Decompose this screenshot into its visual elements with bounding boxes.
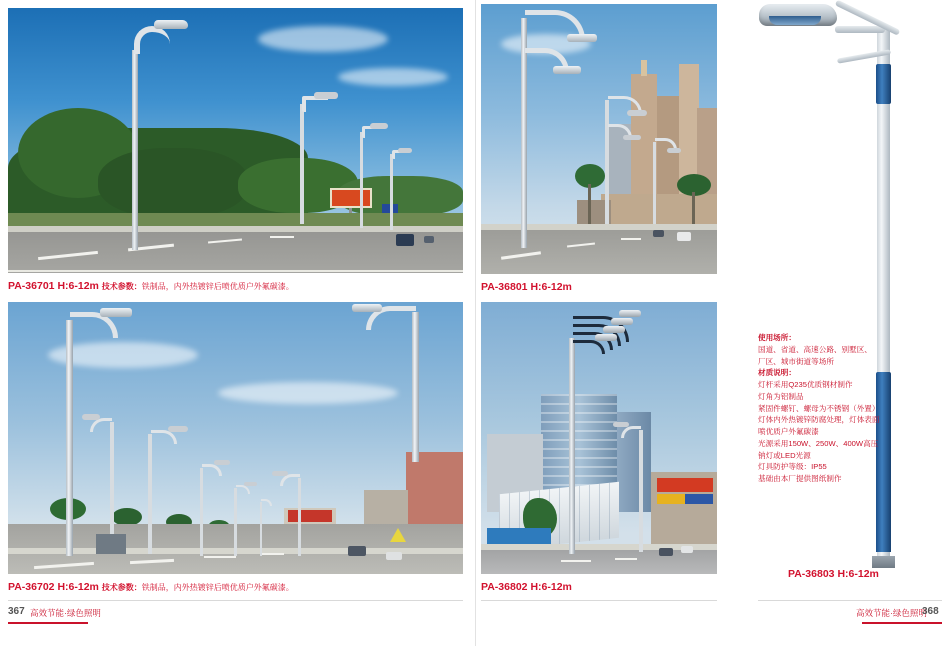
- lamp-head-3: [603, 326, 625, 333]
- page-number-right: 368: [922, 606, 939, 617]
- caption-pa-36802: [481, 581, 572, 593]
- billboard: [330, 188, 372, 208]
- page-gutter-divider: [475, 0, 476, 646]
- page-number-left: 367: [8, 606, 25, 617]
- product-code: PA-36702: [8, 581, 55, 593]
- footer-rule-right: [758, 600, 942, 601]
- lamp-head-main: [759, 4, 837, 26]
- tech-params: [102, 282, 294, 291]
- shop-sign: [288, 510, 332, 522]
- lamp-pole-main: [66, 320, 73, 556]
- product-height: H:6-12m: [57, 581, 99, 593]
- grass-verge: [8, 213, 463, 227]
- lamp-head-main: [154, 20, 188, 29]
- product-height: H:6-12m: [837, 568, 879, 580]
- road-marking: [260, 553, 284, 555]
- lamp-head: [314, 92, 338, 99]
- tech-params: [102, 583, 294, 592]
- footer-tagline-right: 高效节能·绿色照明: [856, 608, 927, 618]
- road-marking: [615, 558, 637, 560]
- vehicle: [653, 230, 664, 237]
- product-photo-pa-36701: [8, 8, 463, 273]
- lamp-head-right: [352, 304, 382, 312]
- lamp-head: [623, 135, 641, 140]
- spec-section-2-line-5: 喷优质户外氟碳漆: [758, 427, 819, 437]
- footer-rule-left: [8, 600, 463, 601]
- warning-sign: [390, 528, 406, 542]
- cloud: [338, 68, 448, 86]
- lamp-pole: [390, 154, 393, 230]
- tech-text: 铁制品，内外热镀锌后喷优质户外氟碳漆。: [141, 583, 294, 592]
- specification-text-block: [758, 332, 918, 485]
- lamp-head: [667, 148, 681, 153]
- product-code: PA-36803: [788, 568, 835, 580]
- road-marking: [561, 560, 591, 562]
- spec-section-2-line-1: 灯杆采用Q235优质钢材制作: [758, 380, 853, 390]
- lamp-head-lower: [553, 66, 581, 74]
- lamp-arm-horizontal: [835, 26, 885, 33]
- product-photo-pa-36803: [717, 0, 950, 592]
- lamp-lens: [769, 16, 821, 25]
- road-marking: [204, 556, 236, 558]
- vehicle: [396, 234, 414, 246]
- lamp-head: [272, 471, 288, 476]
- lamp-head: [398, 148, 412, 153]
- road-marking: [621, 238, 641, 240]
- lamp-head: [613, 422, 629, 427]
- lamp-pole: [605, 100, 609, 224]
- palm-trunk: [588, 184, 591, 224]
- lamp-head-main: [100, 308, 132, 317]
- spec-section-3-line-2: 钠灯或LED光源: [758, 450, 811, 460]
- footer-accent-bar-left: [8, 622, 88, 624]
- product-code: PA-36801: [481, 281, 528, 293]
- spec-section-3-line-1: 光源采用150W、250W、400W高压: [758, 438, 879, 448]
- lamp-pole: [200, 468, 203, 556]
- bus-shelter: [96, 534, 126, 554]
- caption-pa-36803: [788, 568, 879, 580]
- spec-section-2-line-2: 灯角为铝制品: [758, 391, 804, 401]
- building-spire: [641, 60, 647, 76]
- lamp-head: [168, 426, 188, 432]
- lamp-head-opposite: [82, 414, 100, 420]
- lamp-pole: [300, 104, 304, 224]
- spec-section-1-title: 使用场所：: [758, 333, 796, 342]
- spec-section-2-line-4: 灯体内外热镀锌防腐处理，灯体表面: [758, 415, 880, 425]
- spec-section-3-line-3: 灯具防护等级：IP55: [758, 462, 827, 472]
- lamp-head: [214, 460, 230, 465]
- product-code: PA-36802: [481, 581, 528, 593]
- lamp-head-4: [595, 334, 617, 341]
- caption-pa-36702: [8, 581, 294, 593]
- vehicle: [348, 546, 366, 556]
- road-edge-line: [8, 270, 463, 272]
- lamp-pole: [360, 132, 363, 228]
- lamp-pole: [653, 142, 656, 224]
- cloud: [258, 26, 388, 52]
- curb: [8, 226, 463, 232]
- cloud: [218, 382, 398, 404]
- curb: [481, 224, 717, 230]
- spec-section-1-line-2: 厂区、城市街道等场所: [758, 356, 834, 366]
- lamp-pole: [298, 478, 301, 556]
- lamp-head-upper: [567, 34, 597, 42]
- vehicle: [659, 548, 673, 556]
- lamp-head-1: [619, 310, 641, 317]
- spec-section-1-line-1: 国道、省道、高速公路、别墅区、: [758, 344, 872, 354]
- caption-pa-36801: [481, 281, 572, 293]
- spec-section-2-title: 材质说明：: [758, 368, 796, 378]
- product-photo-pa-36702: [8, 302, 463, 574]
- tech-label: 技术参数：: [101, 583, 142, 592]
- tech-text: 铁制品，内外热镀锌后喷优质户外氟碳漆。: [141, 282, 294, 291]
- lamp-pole-main: [132, 50, 138, 250]
- shop-sign: [657, 478, 713, 492]
- footer-tagline-left: 高效节能·绿色照明: [30, 608, 101, 618]
- product-code: PA-36701: [8, 280, 55, 292]
- product-height: H:6-12m: [530, 281, 572, 293]
- lamp-arm-main: [134, 26, 170, 54]
- lamp-pole: [148, 434, 152, 554]
- vehicle: [677, 232, 691, 241]
- lamp-head: [627, 110, 647, 116]
- lamp-pole: [234, 488, 237, 556]
- lamp-head: [370, 123, 388, 129]
- lamp-pole-right: [412, 312, 419, 462]
- vehicle: [386, 552, 402, 560]
- footer-accent-bar-right: [862, 622, 942, 624]
- vehicle: [681, 546, 693, 553]
- lamp-head: [244, 482, 257, 486]
- lamp-pole: [639, 430, 643, 552]
- lamp-pole: [260, 502, 262, 556]
- product-height: H:6-12m: [57, 280, 99, 292]
- product-height: H:6-12m: [530, 581, 572, 593]
- spec-section-3-line-4: 基础由本厂提供图纸制作: [758, 474, 842, 484]
- lamp-pole-main: [569, 338, 575, 554]
- product-photo-pa-36802: [481, 302, 717, 574]
- vehicle: [424, 236, 434, 243]
- shop-sign: [685, 494, 713, 504]
- product-photo-pa-36801: [481, 4, 717, 274]
- road-marking: [270, 236, 294, 238]
- pole-color-band-upper: [876, 64, 891, 104]
- tree-canopy: [98, 148, 248, 218]
- lamp-head-2: [611, 318, 633, 325]
- pole-base-plate: [872, 556, 895, 568]
- palm-trunk: [692, 192, 695, 226]
- spec-section-2-line-3: 紧固件螺钉、螺母为不锈钢（外置）: [758, 403, 880, 413]
- footer-rule-middle: [481, 600, 717, 601]
- caption-pa-36701: [8, 280, 294, 292]
- shop-sign: [657, 494, 687, 504]
- tech-label: 技术参数：: [101, 282, 142, 291]
